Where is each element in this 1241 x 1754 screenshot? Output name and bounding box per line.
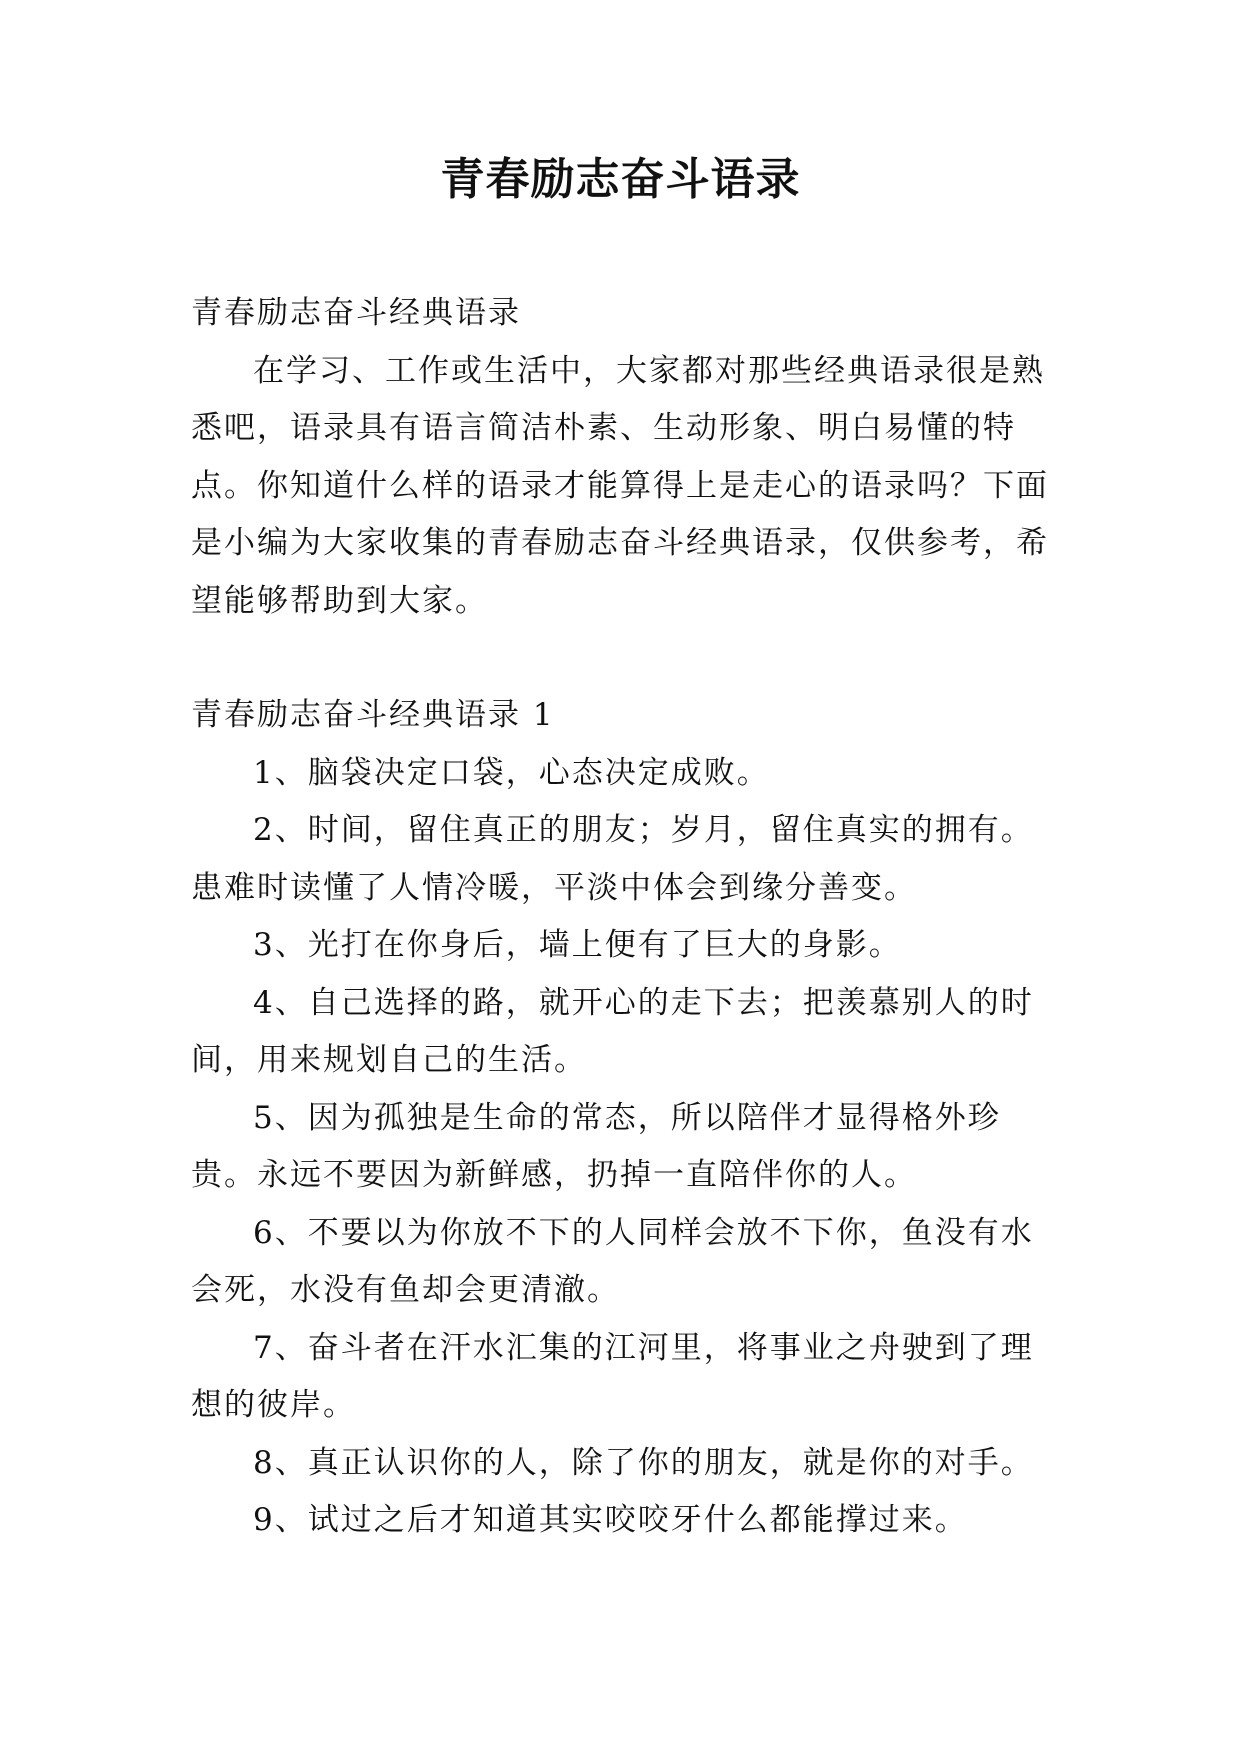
subtitle: 青春励志奋斗经典语录: [191, 295, 521, 331]
document-body: [191, 285, 1061, 1550]
quote-list: [191, 745, 1061, 1550]
quote-item-6: 6、不要以为你放不下的人同样会放不下你，鱼没有水会死，水没有鱼却会更清澈。: [191, 1214, 1034, 1308]
document-title: 青春励志奋斗语录: [440, 154, 801, 205]
quote-item-5: 5、因为孤独是生命的常态，所以陪伴才显得格外珍贵。永远不要因为新鲜感，扔掉一直陪伴你的人。: [191, 1099, 1001, 1193]
quote-item-3: 3、光打在你身后，墙上便有了巨大的身影。: [253, 927, 902, 963]
quote-item-8: 8、真正认识你的人，除了你的朋友，就是你的对手。: [253, 1444, 1034, 1481]
paragraph-spacer: [191, 630, 1061, 687]
quote-item-9: 9、试过之后才知道其实咬咬牙什么都能撑过来。: [253, 1502, 968, 1538]
quote-item-1: 1、脑袋决定口袋，心态决定成败。: [253, 754, 770, 791]
quote-item-2: 2、时间，留住真正的朋友；岁月，留住真实的拥有。患难时读懂了人情冷暖，平淡中体会到缘分善变。: [191, 812, 1034, 906]
section-heading: 青春励志奋斗经典语录 1: [191, 697, 555, 733]
quote-item-4: 4、自己选择的路，就开心的走下去；把羡慕别人的时间，用来规划自己的生活。: [191, 984, 1034, 1078]
intro-paragraph: 在学习、工作或生活中，大家都对那些经典语录很是熟悉吧，语录具有语言简洁朴素、生动形象、明白易懂的特点。你知道什么样的语录才能算得上是走心的语录吗？下面是小编为大家收集的青春励志奋斗经典语录，仅供参考，希望能够帮助到大家。: [191, 352, 1049, 619]
quote-item-7: 7、奋斗者在汗水汇集的江河里，将事业之舟驶到了理想的彼岸。: [191, 1329, 1034, 1423]
